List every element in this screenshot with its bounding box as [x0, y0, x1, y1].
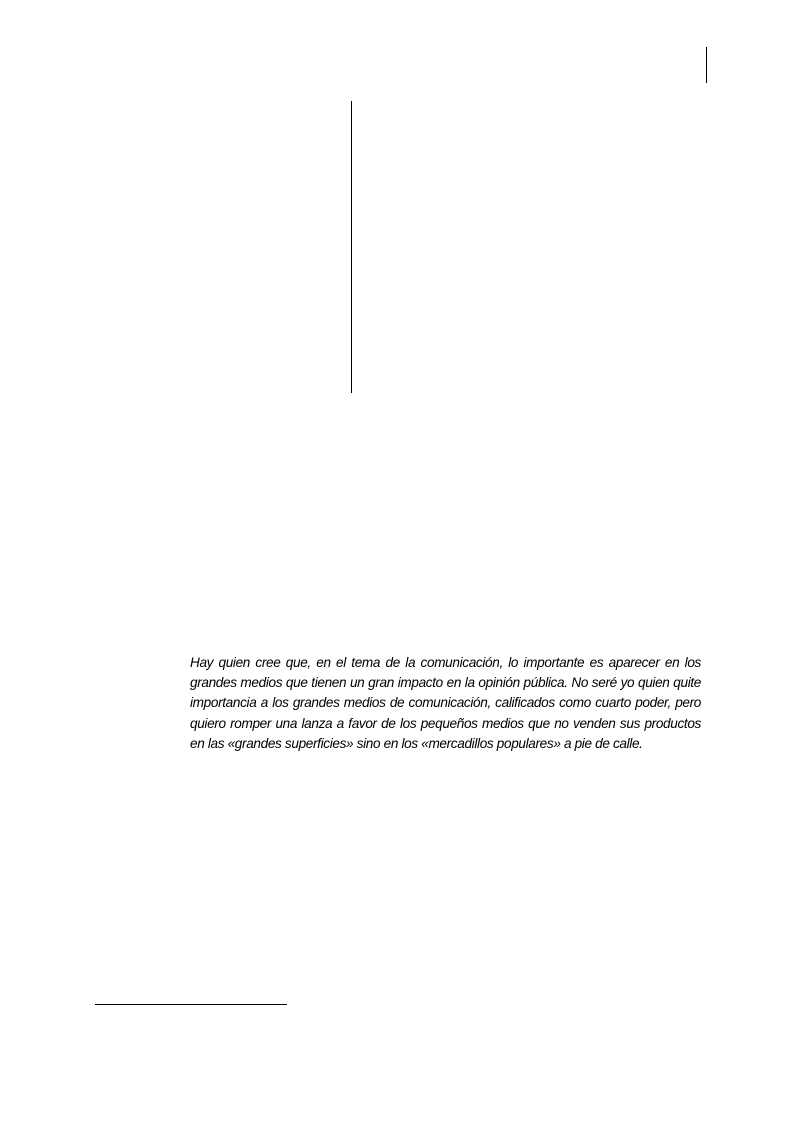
header-vertical-rule [706, 47, 707, 83]
quote-paragraph: Hay quien cree que, en el tema de la comunicación, lo importante es aparecer en los grandes medios que tienen un gran impacto en la opinión pública. No seré yo quien quite importancia a los grandes medios de comunicación, calificados como cuarto poder, pero quiero romper una lanza a favor de los pequeños medios que no venden sus productos en las «grandes superficies» sino en los «mercadillos populares» a pie de calle. [190, 655, 701, 751]
center-vertical-rule [351, 101, 352, 393]
footnote-separator [95, 1004, 287, 1005]
